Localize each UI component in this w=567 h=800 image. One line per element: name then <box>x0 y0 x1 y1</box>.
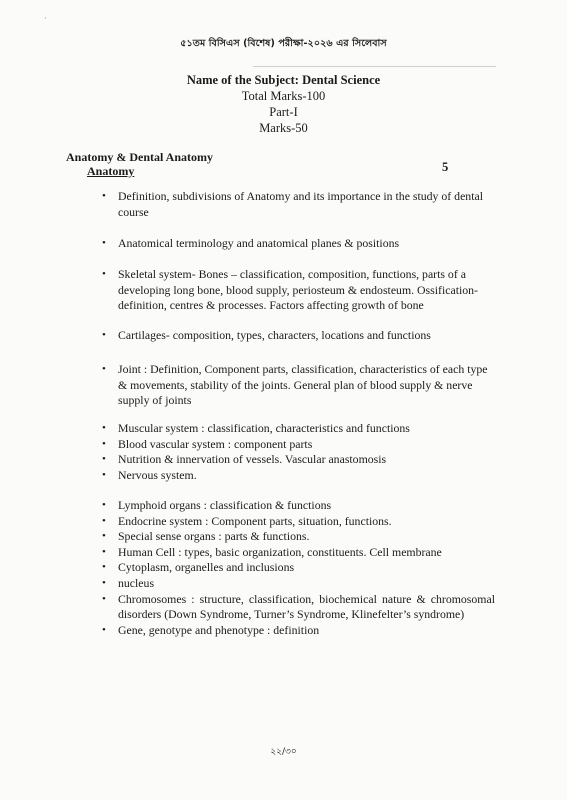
list-item: • Cytoplasm, organelles and inclusions <box>100 560 495 576</box>
subject-name: Name of the Subject: Dental Science <box>186 73 381 87</box>
scan-mark: · <box>44 14 47 23</box>
list-item: • Special sense organs : parts & functions. <box>100 529 495 545</box>
topic-list <box>100 362 495 409</box>
list-item: • Anatomical terminology and anatomical planes & positions <box>100 236 495 252</box>
total-marks: Total Marks-100 <box>241 89 326 103</box>
topic-list <box>100 267 495 314</box>
topic-list <box>100 421 495 483</box>
part-marks: Marks-50 <box>259 121 308 135</box>
subsection-title: Anatomy <box>87 164 135 178</box>
list-item: • Cartilages- composition, types, characters, locations and functions <box>100 328 495 344</box>
list-item: • Human Cell : types, basic organization, constituents. Cell membrane <box>100 545 495 561</box>
list-item: • Chromosomes : structure, classification, biochemical nature & chromosomal disorders (Down Syndrome, Turner’s Syndrome, Klinefelter’s syndrome) <box>100 592 495 623</box>
list-item: • Nutrition & innervation of vessels. Vascular anastomosis <box>100 452 495 468</box>
topic-list <box>100 328 495 344</box>
page-header-title: ৫১তম বিসিএস (বিশেষ) পরীক্ষা-২০২৬ এর সিলেবাস <box>180 38 387 49</box>
list-item: • nucleus <box>100 576 495 592</box>
header-divider <box>253 66 496 67</box>
subsection-marks: 5 <box>442 160 449 174</box>
list-item: • Endocrine system : Component parts, situation, functions. <box>100 514 495 530</box>
list-item: • Muscular system : classification, characteristics and functions <box>100 421 495 437</box>
page-number: ২২/৩০ <box>270 747 297 757</box>
list-item: • Blood vascular system : component parts <box>100 437 495 453</box>
list-item: • Joint : Definition, Component parts, classification, characteristics of each type & movements, stability of the joints. General plan of blood supply & nerve supply of joints <box>100 362 495 409</box>
topic-list <box>100 189 495 220</box>
part-label: Part-I <box>269 105 298 119</box>
list-item: • Gene, genotype and phenotype : definition <box>100 623 495 639</box>
subject-block <box>0 72 567 136</box>
list-item: • Lymphoid organs : classification & functions <box>100 498 495 514</box>
list-item: • Definition, subdivisions of Anatomy and its importance in the study of dental course <box>100 189 495 220</box>
section-title: Anatomy & Dental Anatomy <box>66 150 213 164</box>
list-item: • Nervous system. <box>100 468 495 484</box>
list-item: • Skeletal system- Bones – classification, composition, functions, parts of a developing long bone, blood supply, periosteum & endosteum. Ossification-definition, centres & processes. Factors affecting growth of bone <box>100 267 495 314</box>
topic-list <box>100 498 495 638</box>
topic-list <box>100 236 495 252</box>
